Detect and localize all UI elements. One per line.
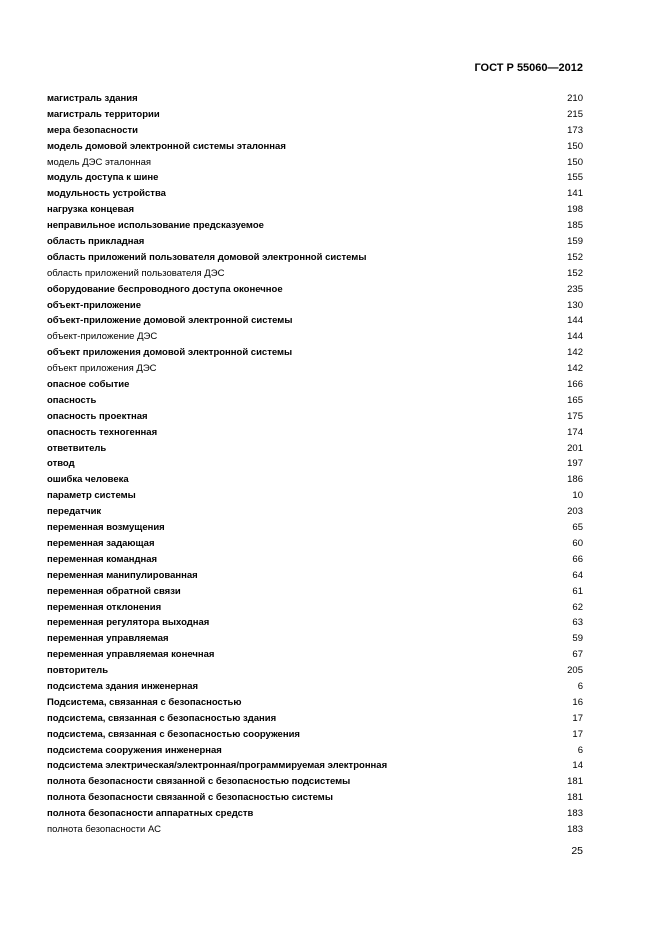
index-entry — [47, 313, 583, 329]
index-term: область приложений пользователя ДЭС — [47, 267, 225, 279]
index-entry — [47, 758, 583, 774]
index-page-ref: 10 — [572, 490, 583, 502]
index-page-ref: 60 — [572, 537, 583, 549]
index-term: оборудование беспроводного доступа оконечное — [47, 283, 283, 295]
index-term: магистраль здания — [47, 93, 138, 104]
index-entry — [47, 298, 583, 314]
index-page-ref: 185 — [567, 220, 583, 232]
index-entry — [47, 663, 583, 679]
index-entry — [47, 361, 583, 377]
index-page-ref: 198 — [567, 204, 583, 216]
index-entry — [47, 170, 583, 186]
index-page-ref: 6 — [577, 680, 583, 692]
index-entry — [47, 743, 583, 759]
index-entry — [47, 727, 583, 743]
index-term: переменная командная — [47, 553, 158, 565]
index-page-ref: 152 — [567, 267, 583, 279]
index-term: Подсистема, связанная с безопасностью — [47, 696, 242, 708]
index-entry — [47, 488, 583, 504]
index-entry — [47, 695, 583, 711]
index-page-ref: 150 — [567, 140, 583, 152]
index-term: модульность устройства — [47, 188, 166, 200]
index-page-ref: 66 — [572, 553, 583, 565]
index-term: параметр системы — [47, 490, 136, 502]
index-entry — [47, 472, 583, 488]
index-entry — [47, 218, 583, 234]
index-page-ref: 130 — [567, 299, 583, 311]
index-entry — [47, 202, 583, 218]
index-term: переменная обратной связи — [47, 585, 181, 597]
index-term: переменная управляемая конечная — [47, 649, 215, 661]
index-page-ref: 14 — [572, 760, 583, 772]
index-term: неправильное использование предсказуемое — [47, 220, 264, 232]
page-number: 25 — [571, 845, 583, 857]
index-entry — [47, 647, 583, 663]
index-page-ref: 142 — [567, 363, 583, 375]
index-entry — [47, 552, 583, 568]
index-entry — [47, 250, 583, 266]
index-page-ref: 67 — [572, 649, 583, 661]
index-entry — [47, 377, 583, 393]
index-page-ref: 186 — [567, 474, 583, 486]
index-entry — [47, 139, 583, 155]
document-header: ГОСТ Р 55060—2012 — [474, 62, 583, 74]
index-term: нагрузка концевая — [47, 204, 135, 216]
index-entry — [47, 393, 583, 409]
index-term: переменная регулятора выходная — [47, 617, 210, 629]
index-page-ref: 63 — [572, 617, 583, 629]
index-term: модуль доступа к шине — [47, 172, 159, 184]
index-page-ref: 215 — [567, 108, 583, 120]
index-page-ref: 175 — [567, 410, 583, 422]
index-term: переменная управляемая — [47, 633, 169, 645]
index-term: переменная возмущения — [47, 522, 165, 534]
index-entry — [47, 679, 583, 695]
index-term: область приложений пользователя домовой электронной системы — [47, 251, 367, 263]
index-term: объект-приложение — [47, 299, 142, 311]
index-page-ref: 166 — [567, 379, 583, 391]
index-term: полнота безопасности связанной с безопасностью системы — [47, 792, 333, 804]
index-term: повторитель — [47, 665, 109, 677]
index-entry — [47, 790, 583, 806]
index-entry — [47, 409, 583, 425]
index-page-ref: 64 — [572, 569, 583, 581]
index-page-ref: 17 — [572, 712, 583, 724]
index-term: объект-приложение ДЭС — [47, 331, 158, 343]
index-entry — [47, 155, 583, 171]
index-page-ref: 6 — [577, 744, 583, 756]
index-term: переменная задающая — [47, 537, 155, 549]
index-page-ref: 174 — [567, 426, 583, 438]
index-entry — [47, 345, 583, 361]
index-term: полнота безопасности аппаратных средств — [47, 808, 254, 820]
index-entry — [47, 504, 583, 520]
index-term: передатчик — [47, 506, 102, 518]
index-page-ref: 155 — [567, 172, 583, 184]
index-page-ref: 197 — [567, 458, 583, 470]
index-page-ref: 17 — [572, 728, 583, 740]
index-term: ответвитель — [47, 442, 107, 454]
index-term: подсистема, связанная с безопасностью сооружения — [47, 728, 300, 740]
index-page-ref: 152 — [567, 251, 583, 263]
index-page-ref: 16 — [572, 696, 583, 708]
index-page-ref: 142 — [567, 347, 583, 359]
index-entry — [47, 774, 583, 790]
index-entry — [47, 822, 583, 838]
index-term: опасность — [47, 394, 97, 406]
index-page-ref: 201 — [567, 442, 583, 454]
index-entry — [47, 806, 583, 822]
index-term: подсистема, связанная с безопасностью здания — [47, 712, 277, 724]
index-page-ref: 59 — [572, 633, 583, 645]
index-term: объект приложения ДЭС — [47, 363, 157, 375]
index-term: область прикладная — [47, 236, 145, 248]
index-term: объект приложения домовой электронной системы — [47, 347, 293, 359]
index-term: объект-приложение домовой электронной системы — [47, 315, 293, 327]
index-page-ref: 159 — [567, 236, 583, 248]
index-term: отвод — [47, 458, 75, 470]
index-term: мера безопасности — [47, 124, 138, 136]
index-page-ref: 150 — [567, 156, 583, 168]
index-term: опасность проектная — [47, 410, 148, 422]
index-term: ошибка человека — [47, 474, 129, 486]
index-entry — [47, 107, 583, 123]
index-page-ref: 205 — [567, 665, 583, 677]
index-term: подсистема сооружения инженерная — [47, 744, 222, 756]
index-entry — [47, 234, 583, 250]
index-entry — [47, 282, 583, 298]
index-entry — [47, 600, 583, 616]
index-term: полнота безопасности АС — [47, 823, 161, 835]
index-entry — [47, 456, 583, 472]
term-index — [47, 91, 583, 838]
index-entry — [47, 615, 583, 631]
index-term: переменная отклонения — [47, 601, 162, 613]
index-entry — [47, 631, 583, 647]
index-entry — [47, 266, 583, 282]
index-entry — [47, 186, 583, 202]
index-page-ref: 144 — [567, 315, 583, 327]
index-page-ref: 62 — [572, 601, 583, 613]
index-entry — [47, 584, 583, 600]
index-page-ref: 144 — [567, 331, 583, 343]
index-term: опасное событие — [47, 379, 130, 391]
index-page-ref: 141 — [567, 188, 583, 200]
index-term: подсистема электрическая/электронная/программируемая электронная — [47, 760, 388, 772]
index-term: полнота безопасности связанной с безопасностью подсистемы — [47, 776, 351, 788]
index-term: модель домовой электронной системы эталонная — [47, 140, 286, 152]
index-page-ref: 181 — [567, 792, 583, 804]
index-entry — [47, 123, 583, 139]
index-entry — [47, 536, 583, 552]
index-term: модель ДЭС эталонная — [47, 156, 152, 168]
index-entry — [47, 711, 583, 727]
index-entry — [47, 441, 583, 457]
index-entry — [47, 425, 583, 441]
index-term: подсистема здания инженерная — [47, 680, 199, 692]
index-page-ref: 181 — [567, 776, 583, 788]
index-entry — [47, 329, 583, 345]
index-entry — [47, 520, 583, 536]
index-entry — [47, 91, 583, 107]
index-entry — [47, 568, 583, 584]
index-term: опасность техногенная — [47, 426, 158, 438]
index-page-ref: 173 — [567, 124, 583, 136]
index-page-ref: 183 — [567, 823, 583, 835]
index-page-ref: 183 — [567, 808, 583, 820]
index-term: переменная манипулированная — [47, 569, 198, 581]
index-page-ref: 235 — [567, 283, 583, 295]
index-page-ref: 65 — [572, 522, 583, 534]
index-page-ref: 210 — [567, 93, 583, 104]
index-page-ref: 61 — [572, 585, 583, 597]
index-page-ref: 165 — [567, 394, 583, 406]
index-term: магистраль территории — [47, 108, 160, 120]
index-page-ref: 203 — [567, 506, 583, 518]
